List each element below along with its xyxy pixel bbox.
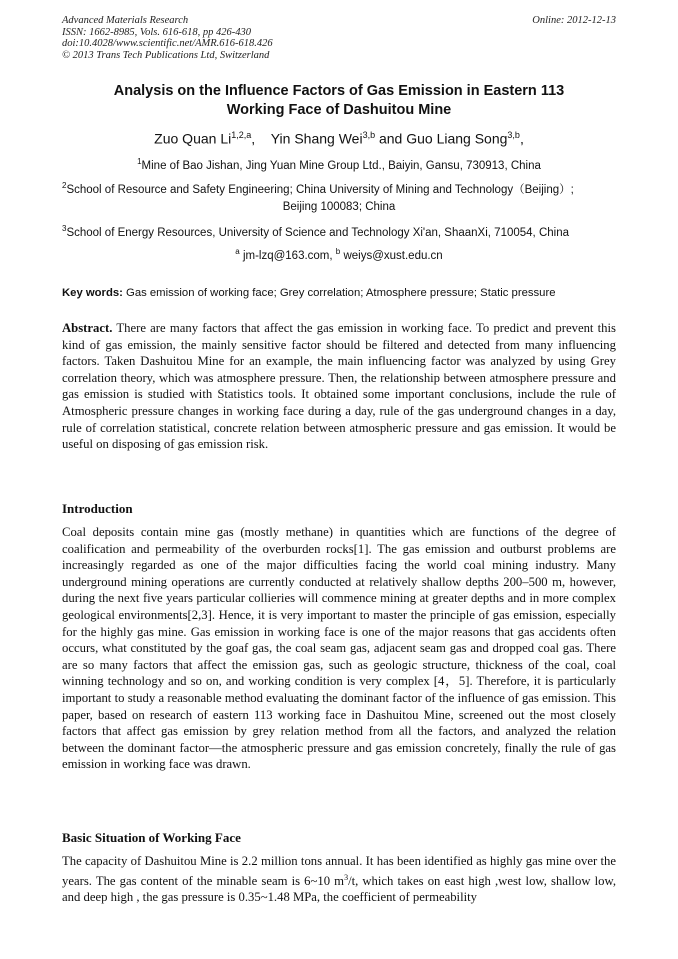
author-list: Zuo Quan Li$^{1,2,a}$, Yin Shang Wei$^{3,b}$ and Guo Liang Song$^{3,b}$,	[154, 130, 524, 147]
author-3-affil: 3,b	[507, 130, 520, 140]
journal-header	[62, 15, 616, 61]
issn-line: ISSN: 1662-8985, Vols. 616-618, pp 426-430	[62, 26, 251, 38]
email-line	[62, 243, 616, 265]
email-b: weiys@xust.edu.cn	[343, 249, 443, 262]
affiliation-1-text: Mine of Bao Jishan, Jing Yuan Mine Group Ltd., Baiyin, Gansu, 730913, China	[141, 159, 541, 172]
abstract	[62, 320, 616, 453]
affiliation-2-line-2: Beijing 100083; China	[282, 200, 396, 213]
email-a-marker: a	[235, 247, 240, 256]
affiliation-3-text: School of Energy Resources, University of Science and Technology Xi'an, ShaanXi, 710054, China	[66, 226, 569, 239]
basic-situation-heading: Basic Situation of Working Face	[62, 830, 241, 845]
abstract-label: Abstract.	[62, 321, 113, 335]
title-line-1: Analysis on the Influence Factors of Gas Emission in Eastern 113	[113, 83, 565, 99]
paper-title	[62, 82, 616, 120]
online-date: Online: 2012-12-13	[532, 15, 616, 26]
email-a: jm-lzq@163.com,	[242, 249, 333, 262]
affiliation-2-line-1: School of Resource and Safety Engineering; China University of Mining and Technology（Beijing）;	[66, 183, 574, 196]
keywords	[62, 286, 616, 301]
author-tail: ,	[519, 130, 524, 147]
basic-text-sup: 3	[344, 872, 349, 882]
email-b-marker: b	[335, 247, 341, 256]
basic-text-1: The capacity of Dashuitou Mine is 2.2 million tons annual. It has been identified as highly gas mine over the years. The gas content of the minable seam is 6~10 m	[62, 854, 616, 888]
keywords-text: Gas emission of working face; Grey correlation; Atmosphere pressure; Static pressure	[126, 287, 556, 299]
author-2: Yin Shang Wei	[270, 130, 363, 147]
doi-line: doi:10.4028/www.scientific.net/AMR.616-618.426	[62, 38, 273, 49]
basic-text-2: /t, which takes on east high ,west low, shallow low, and deep high , the gas pressure is 0.35~1.48 MPa, the coefficient of permeability	[62, 873, 616, 905]
affiliation-3	[62, 220, 616, 242]
author-3: Guo Liang Song	[406, 130, 508, 147]
keywords-label: Key words:	[62, 287, 123, 299]
title-line-2: Working Face of Dashuitou Mine	[226, 102, 452, 118]
affiliation-1	[62, 153, 616, 175]
abstract-text: There are many factors that affect the gas emission in working face. To predict and prevent this kind of gas emission, the mainly sensitive factor should be filtered and detected from many influencing factors. Taken Dashuitou Mine for an example, the main influencing factor was analyzed by using Grey correlation theory, which was atmosphere pressure. Then, the relationship between atmosphere pressure and gas emission is studied with Statistics tools. It obtained some important conclusions, include the rule of Atmospheric pressure changes in working face during a day, rule of the gas underground changes in a day, rule of correlation statistical, concrete relation between atmospheric pressure and gas emission. It would be useful on disposing of gas emission risk.	[62, 321, 616, 452]
copyright-line: © 2013 Trans Tech Publications Ltd, Switzerland	[62, 49, 270, 61]
basic-situation-text	[62, 853, 616, 906]
affiliation-1-num: 1	[137, 157, 142, 166]
journal-name: Advanced Materials Research	[62, 15, 189, 26]
author-2-affil: 3,b	[362, 130, 376, 140]
introduction-heading: Introduction	[62, 501, 133, 516]
affiliation-3-num: 3	[62, 224, 67, 233]
affiliation-2	[62, 177, 616, 216]
author-1-affil: 1,2,a	[231, 130, 252, 140]
author-and: and	[378, 130, 403, 147]
affiliation-2-num: 2	[62, 181, 67, 190]
introduction-text: Coal deposits contain mine gas (mostly methane) in quantities which are functions of the degree of coalification and permeability of the overburden rocks[1]. The gas emission and outburst problems are increasingly regarded as one of the major difficulties facing the world coal mining industry. Many underground mining operations are currently conducted at relatively shallow depths 200–500 m, however, during the next five years particular collieries will commence mining at greater depths and in more complex geological environments[2,3]. Hence, it is very important to master the principle of gas emission, especially for the highly gas mine. Gas emission in working face is one of the major reasons that gas accidents often occurs, what constituted by the goaf gas, the coal seam gas, adjacent seam gas and dropped coal gas. There are so many factors that affect the emission gas, such as geologic structure, thickness of the coal, coal winning technology and so on, and working condition is very complex [4，5]. Therefore, it is particularly important to study a reasonable method evaluating the dominant factor of the influence of gas emission. This paper, based on research of eastern 113 working face in Dashuitou Mine, screened out the most closely factors that affect gas emission by grey relation method from all the factors, and analyzed the relation between the dominant factor—the atmospheric pressure and gas emission concretely, finally the rule of gas emission in working face was drawn.	[62, 525, 616, 772]
author-1: Zuo Quan Li	[154, 130, 232, 147]
